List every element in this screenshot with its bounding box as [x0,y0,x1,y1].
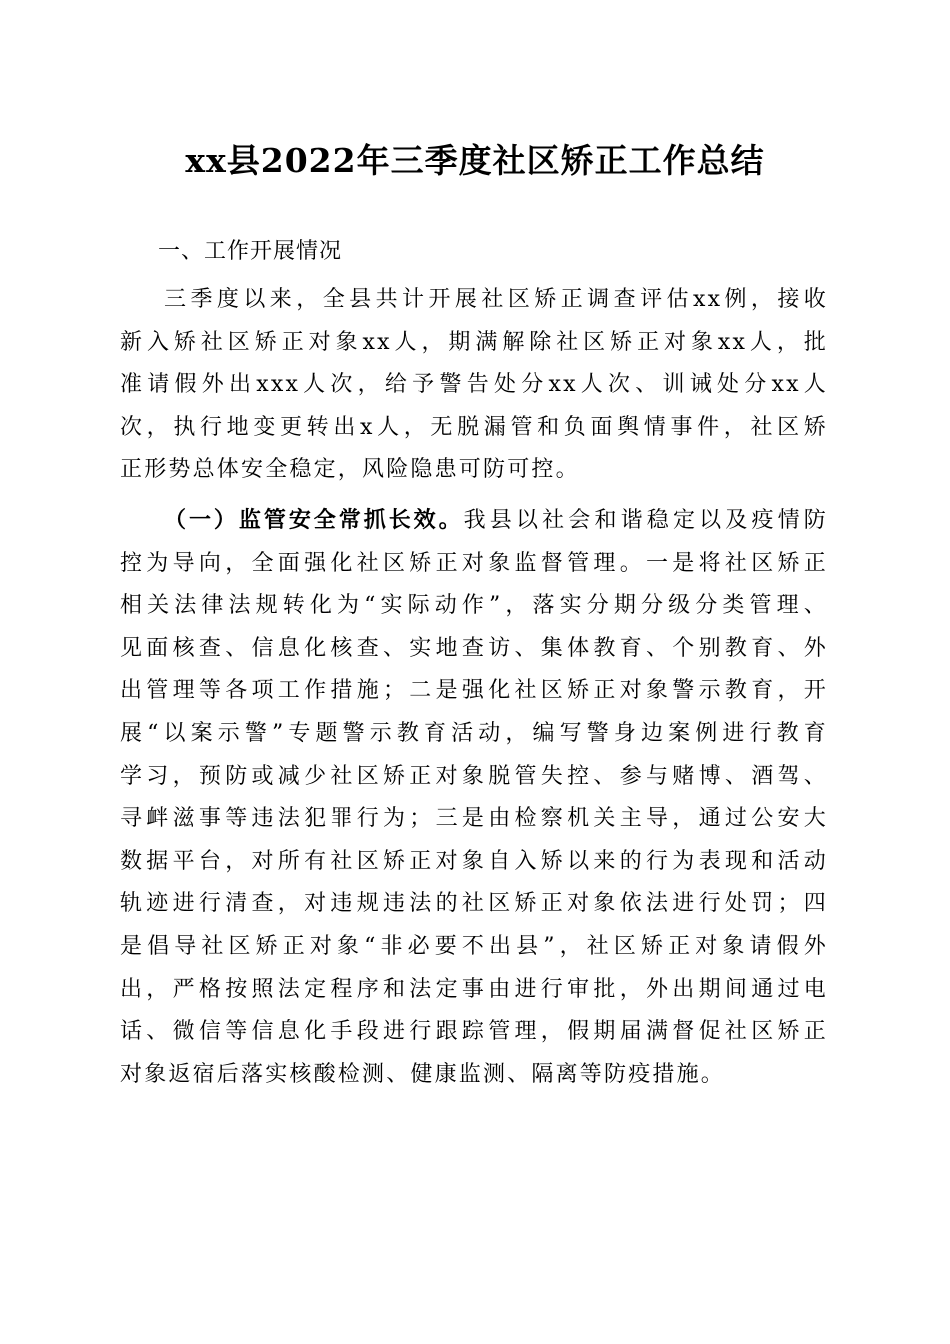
document-title: xx县2022年三季度社区矫正工作总结 [185,141,765,180]
paragraph-line: 准请假外出xxx人次，给予警告处分xx人次、训诫处分xx人 [120,372,828,398]
paragraph-line: 相关法律法规转化为“实际动作”，落实分期分级分类管理、 [120,593,828,619]
paragraph-line: 对象返宿后落实核酸检测、健康监测、隔离等防疫措施。 [120,1061,726,1087]
paragraph-supervision [120,500,828,1096]
paragraph-line: 是倡导社区矫正对象“非必要不出县”，社区矫正对象请假外 [120,933,828,959]
paragraph-line: 话、微信等信息化手段进行跟踪管理，假期届满督促社区矫正 [120,1019,828,1045]
subsection-heading: （一）监管安全常抓长效。 [164,508,464,533]
paragraph-overview [120,279,828,492]
paragraph-line: 出管理等各项工作措施；二是强化社区矫正对象警示教育，开 [120,678,828,704]
paragraph-line: 正形势总体安全稳定，风险隐患可防可控。 [120,457,580,483]
paragraph-line: 次，执行地变更转出x人，无脱漏管和负面舆情事件，社区矫 [120,414,828,440]
paragraph-first-line [120,500,828,543]
paragraph-line: 新入矫社区矫正对象xx人，期满解除社区矫正对象xx人，批 [120,329,828,355]
paragraph-line: 学习，预防或减少社区矫正对象脱管失控、参与赌博、酒驾、 [120,763,828,789]
paragraph-line: 控为导向，全面强化社区矫正对象监督管理。一是将社区矫正 [120,550,828,576]
paragraph-line: 展“以案示警”专题警示教育活动，编写警身边案例进行教育 [120,720,828,746]
section-heading: 一、工作开展情况 [158,239,343,264]
paragraph-line: 寻衅滋事等违法犯罪行为；三是由检察机关主导，通过公安大 [120,806,828,832]
paragraph-line: 数据平台，对所有社区矫正对象自入矫以来的行为表现和活动 [120,848,828,874]
paragraph-line: 轨迹进行清查，对违规违法的社区矫正对象依法进行处罚；四 [120,891,828,917]
paragraph-line: 出，严格按照法定程序和法定事由进行审批，外出期间通过电 [120,976,828,1002]
paragraph-line: 三季度以来，全县共计开展社区矫正调查评估xx例，接收 [164,287,828,312]
paragraph-line: 见面核查、信息化核查、实地查访、集体教育、个别教育、外 [120,635,828,661]
paragraph-text: 我县以社会和谐稳定以及疫情防 [463,508,828,533]
